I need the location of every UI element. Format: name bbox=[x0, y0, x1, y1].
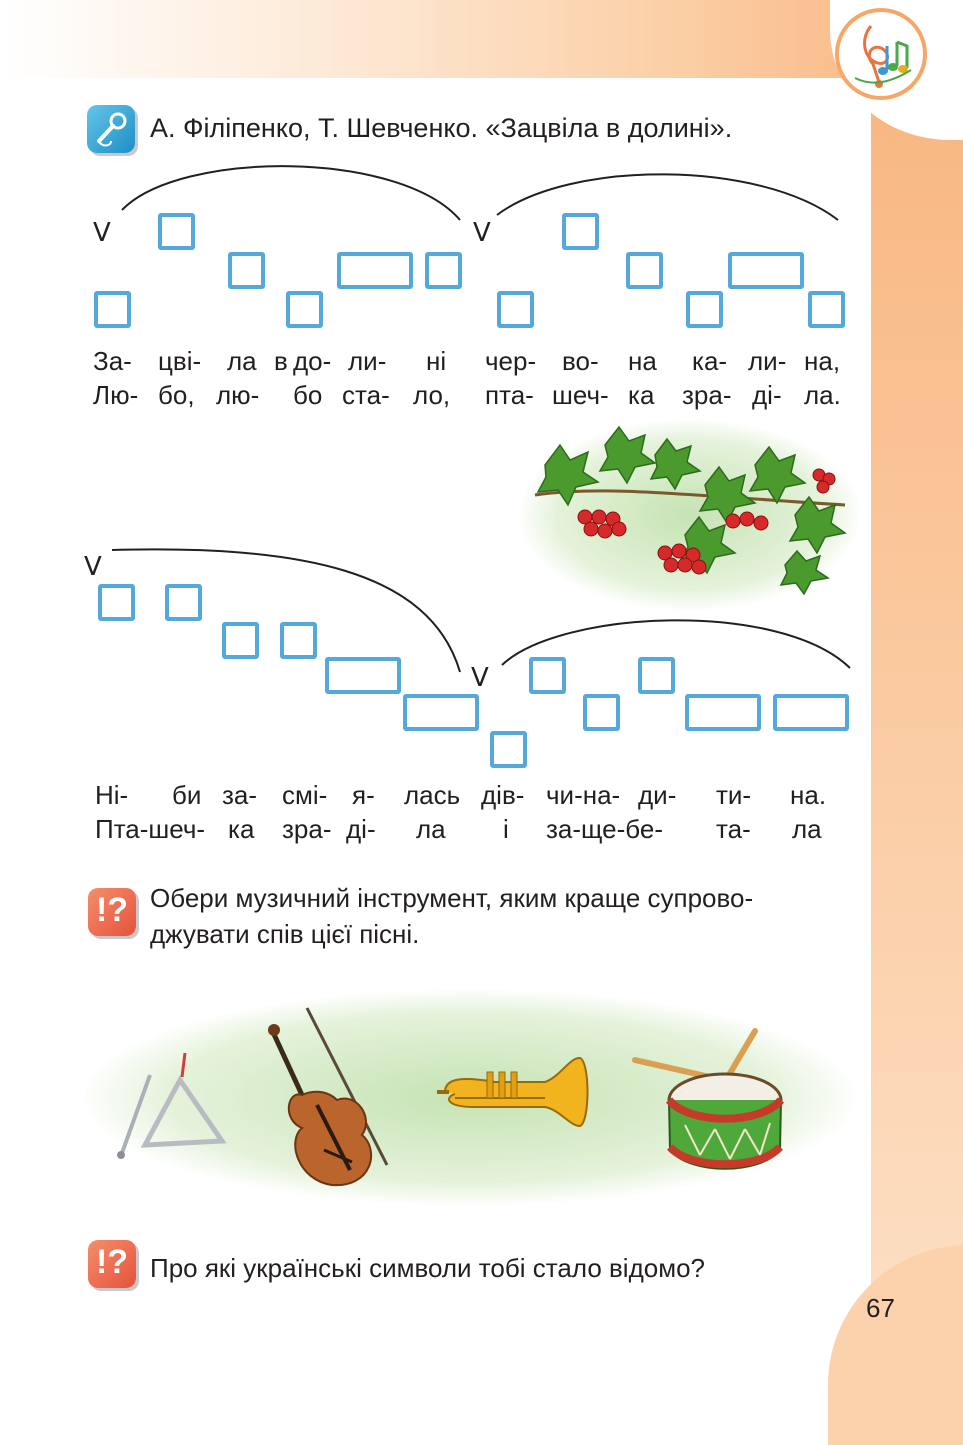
syllable: до- bbox=[293, 346, 332, 376]
syllable: дів- bbox=[481, 780, 525, 810]
question-icon: !? bbox=[88, 888, 136, 936]
syllable: ло, bbox=[413, 380, 451, 410]
breath-mark: V bbox=[471, 663, 489, 693]
syllable: За- bbox=[93, 346, 132, 376]
syllable: ні bbox=[426, 346, 447, 376]
note-short bbox=[490, 731, 527, 768]
syllable: ли- bbox=[748, 346, 787, 376]
syllable: лась bbox=[404, 780, 461, 810]
syllable: і bbox=[503, 814, 509, 844]
syllable: та- bbox=[716, 814, 751, 844]
syllable: шеч- bbox=[552, 380, 609, 410]
syllable: бо, bbox=[158, 380, 195, 410]
syllable: чи-на- bbox=[546, 780, 621, 810]
syllable: ла bbox=[227, 346, 257, 376]
note-long bbox=[325, 657, 401, 694]
task-1-text bbox=[150, 880, 753, 952]
note-short bbox=[808, 291, 845, 328]
note-short bbox=[158, 213, 195, 250]
task-1-line: джувати спів цієї пісні. bbox=[150, 919, 420, 949]
syllable: ли- bbox=[348, 346, 387, 376]
page-number: 67 bbox=[866, 1293, 895, 1323]
note-short bbox=[165, 584, 202, 621]
trumpet-icon[interactable] bbox=[435, 1052, 595, 1137]
syllable: ди- bbox=[638, 780, 677, 810]
note-short bbox=[583, 694, 620, 731]
note-long bbox=[773, 694, 849, 731]
task-1-line: Обери музичний інструмент, яким краще супрово- bbox=[150, 883, 754, 913]
syllable: ла. bbox=[804, 380, 841, 410]
syllable: за- bbox=[222, 780, 258, 810]
syllable: я- bbox=[352, 780, 375, 810]
syllable: ді- bbox=[752, 380, 782, 410]
syllable: Пта-шеч- bbox=[95, 814, 206, 844]
violin-icon[interactable] bbox=[262, 1000, 402, 1200]
note-short bbox=[425, 252, 462, 289]
syllable: ка- bbox=[692, 346, 728, 376]
note-short bbox=[222, 622, 259, 659]
note-long bbox=[337, 252, 413, 289]
note-long bbox=[403, 694, 479, 731]
syllable: пта- bbox=[485, 380, 534, 410]
syllable: за-ще-бе- bbox=[546, 814, 663, 844]
syllable: ла bbox=[792, 814, 822, 844]
syllable: ка bbox=[228, 814, 255, 844]
note-long bbox=[685, 694, 761, 731]
syllable: чер- bbox=[485, 346, 537, 376]
note-short bbox=[286, 291, 323, 328]
syllable: цві- bbox=[158, 346, 202, 376]
question-icon: !? bbox=[88, 1240, 136, 1288]
syllable: ти- bbox=[716, 780, 752, 810]
task-2-text: Про які українські символи тобі стало відомо? bbox=[150, 1253, 706, 1283]
syllable: ді- bbox=[346, 814, 376, 844]
syllable: бо bbox=[293, 380, 323, 410]
breath-mark: V bbox=[473, 218, 491, 248]
note-short bbox=[529, 657, 566, 694]
note-short bbox=[686, 291, 723, 328]
note-short bbox=[98, 584, 135, 621]
song-title: А. Філіпенко, Т. Шевченко. «Зацвіла в долині». bbox=[150, 113, 733, 143]
syllable: зра- bbox=[682, 380, 732, 410]
note-short bbox=[94, 291, 131, 328]
syllable: ка bbox=[628, 380, 655, 410]
syllable: Лю- bbox=[93, 380, 139, 410]
breath-mark: V bbox=[93, 218, 111, 248]
note-short bbox=[638, 657, 675, 694]
note-short bbox=[626, 252, 663, 289]
note-short bbox=[497, 291, 534, 328]
triangle-icon[interactable] bbox=[110, 1045, 230, 1165]
syllable: би bbox=[172, 780, 202, 810]
note-short bbox=[280, 622, 317, 659]
syllable: на, bbox=[804, 346, 841, 376]
syllable: ста- bbox=[342, 380, 390, 410]
viburnum-icon bbox=[525, 425, 855, 605]
syllable: на. bbox=[790, 780, 827, 810]
note-short bbox=[562, 213, 599, 250]
syllable: Ні- bbox=[95, 780, 129, 810]
syllable: в bbox=[274, 346, 288, 376]
drum-icon[interactable] bbox=[630, 1025, 790, 1170]
syllable: ла bbox=[416, 814, 446, 844]
syllable: во- bbox=[562, 346, 599, 376]
breath-mark: V bbox=[84, 552, 102, 582]
syllable: на bbox=[628, 346, 657, 376]
note-long bbox=[728, 252, 804, 289]
syllable: зра- bbox=[282, 814, 332, 844]
syllable: смі- bbox=[282, 780, 328, 810]
syllable: лю- bbox=[216, 380, 260, 410]
note-short bbox=[228, 252, 265, 289]
